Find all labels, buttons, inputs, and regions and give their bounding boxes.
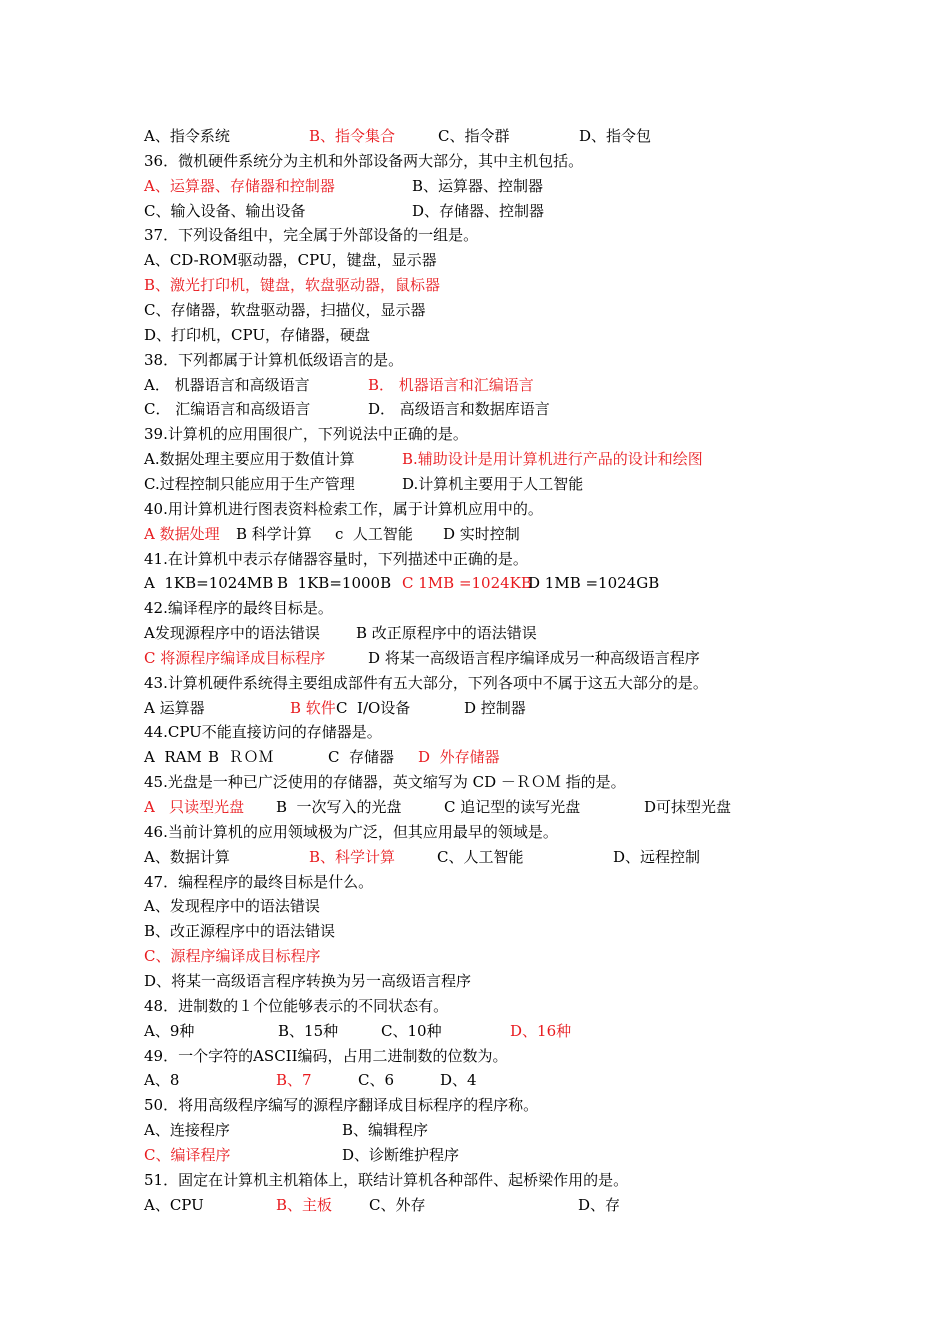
- text-segment: 40.用计算机进行图表资料检索工作，属于计算机应用中的。: [144, 499, 543, 518]
- answer-option: B、7: [276, 1071, 312, 1090]
- text-segment: C、人工智能: [437, 847, 524, 866]
- text-segment: D、诊断维护程序: [342, 1145, 460, 1164]
- text-segment: 48．进制数的１个位能够表示的不同状态有。: [144, 996, 449, 1015]
- answer-option: A、运算器、存储器和控制器: [144, 176, 335, 195]
- text-segment: C、输入设备、输出设备: [144, 201, 306, 220]
- text-segment: A． 机器语言和高级语言: [144, 375, 310, 394]
- text-segment: C、外存: [369, 1195, 426, 1214]
- answer-option: B、指令集合: [309, 127, 396, 145]
- text-segment: D 1MB =1024GB: [528, 574, 660, 593]
- text-segment: 41.在计算机中表示存储器容量时，下列描述中正确的是。: [144, 549, 528, 568]
- text-segment: 43.计算机硬件系统得主要组成部件有五大部分，下列各项中不属于这五大部分的是。: [144, 673, 708, 692]
- text-segment: B ＲＯＭ: [208, 748, 274, 767]
- text-segment: C． 汇编语言和高级语言: [144, 400, 311, 419]
- answer-option: B、科学计算: [309, 847, 396, 866]
- text-segment: C 存储器: [328, 748, 395, 767]
- text-segment: B 1KB=1000B: [277, 574, 392, 593]
- text-segment: C.过程控制只能应用于生产管理: [144, 474, 355, 493]
- text-segment: A、数据计算: [144, 847, 230, 866]
- text-segment: A 1KB=1024MB: [144, 574, 274, 593]
- text-segment: 44.CPU不能直接访问的存储器是。: [144, 723, 382, 742]
- text-segment: C、10种: [381, 1021, 442, 1040]
- text-segment: C、6: [358, 1071, 395, 1090]
- answer-option: B 软件: [290, 698, 336, 717]
- text-segment: B 一次写入的光盘: [276, 798, 402, 816]
- text-segment: B 改正原程序中的语法错误: [356, 624, 537, 642]
- text-segment: D 实时控制: [443, 524, 520, 543]
- text-segment: A、CD-ROM驱动器，CPU，键盘，显示器: [144, 251, 437, 270]
- text-segment: B、15种: [278, 1021, 339, 1040]
- text-segment: 45.光盘是一种已广泛使用的存储器，英文缩写为 CD －ＲＯＭ 指的是。: [144, 773, 626, 792]
- text-segment: A发现源程序中的语法错误: [144, 624, 320, 642]
- text-segment: 39.计算机的应用围很广，下列说法中正确的是。: [144, 425, 468, 444]
- text-segment: D． 高级语言和数据库语言: [368, 400, 550, 419]
- text-segment: B 科学计算: [236, 524, 312, 543]
- text-segment: 49．一个字符的ASCII编码，占用二进制数的位数为。: [144, 1046, 508, 1065]
- text-segment: 46.当前计算机的应用领域极为广泛，但其应用最早的领域是。: [144, 822, 558, 841]
- text-segment: A RAM: [144, 748, 202, 767]
- text-segment: D、存: [578, 1195, 621, 1214]
- text-segment: D、存储器、控制器: [412, 201, 545, 220]
- text-segment: A、指令系统: [144, 127, 230, 145]
- answer-option: D 外存储器: [418, 748, 500, 767]
- text-segment: D 将某一高级语言程序编译成另一种高级语言程序: [368, 648, 700, 667]
- text-segment: D.计算机主要用于人工智能: [402, 474, 584, 493]
- text-segment: B、运算器、控制器: [412, 176, 544, 195]
- text-segment: D、指令包: [579, 127, 652, 145]
- text-segment: A.数据处理主要应用于数值计算: [144, 450, 355, 469]
- answer-option: C、编译程序: [144, 1145, 231, 1164]
- text-segment: D可抹型光盘: [644, 798, 732, 816]
- text-segment: 38．下列都属于计算机低级语言的是。: [144, 350, 404, 369]
- text-segment: D、打印机，CPU，存储器，硬盘: [144, 325, 370, 344]
- text-segment: 50．将用高级程序编写的源程序翻译成目标程序的程序称。: [144, 1096, 539, 1115]
- answer-option: B、激光打印机，键盘，软盘驱动器，鼠标器: [144, 276, 441, 295]
- answer-option: B.辅助设计是用计算机进行产品的设计和绘图: [402, 450, 703, 469]
- text-segment: B、编辑程序: [342, 1121, 429, 1139]
- text-segment: C 追记型的读写光盘: [444, 798, 581, 816]
- text-segment: A、发现程序中的语法错误: [144, 897, 320, 916]
- text-segment: D、远程控制: [613, 847, 701, 866]
- text-segment: D、将某一高级语言程序转换为另一高级语言程序: [144, 971, 472, 990]
- answer-option: A 只读型光盘: [144, 798, 245, 816]
- text-segment: B、改正源程序中的语法错误: [144, 922, 336, 941]
- text-segment: A、连接程序: [144, 1121, 230, 1139]
- text-segment: A 运算器: [144, 698, 205, 717]
- text-segment: 36．微机硬件系统分为主机和外部设备两大部分，其中主机包括。: [144, 151, 584, 170]
- text-segment: D、4: [440, 1071, 477, 1090]
- answer-option: C 1MB =1024KB: [402, 574, 532, 593]
- answer-option: B． 机器语言和汇编语言: [368, 375, 534, 394]
- answer-option: B、主板: [276, 1195, 333, 1214]
- answer-option: D、16种: [510, 1021, 572, 1040]
- answer-option: C、源程序编译成目标程序: [144, 947, 321, 966]
- answer-option: A 数据处理: [144, 524, 220, 543]
- text-segment: 42.编译程序的最终目标是。: [144, 599, 333, 618]
- text-segment: A、9种: [144, 1021, 195, 1040]
- text-segment: A、CPU: [144, 1195, 204, 1214]
- text-segment: D 控制器: [464, 698, 526, 717]
- text-segment: 51．固定在计算机主机箱体上，联结计算机各种部件、起桥梁作用的是。: [144, 1170, 629, 1189]
- answer-option: C 将源程序编译成目标程序: [144, 648, 326, 667]
- text-segment: C、指令群: [438, 127, 510, 145]
- text-segment: 37．下列设备组中，完全属于外部设备的一组是。: [144, 226, 479, 245]
- text-segment: C、存储器，软盘驱动器，扫描仪，显示器: [144, 301, 426, 319]
- text-segment: 47．编程程序的最终目标是什么。: [144, 872, 374, 891]
- text-segment: A、8: [144, 1071, 180, 1090]
- text-segment: C I/O设备: [336, 698, 411, 717]
- text-segment: c 人工智能: [335, 524, 413, 543]
